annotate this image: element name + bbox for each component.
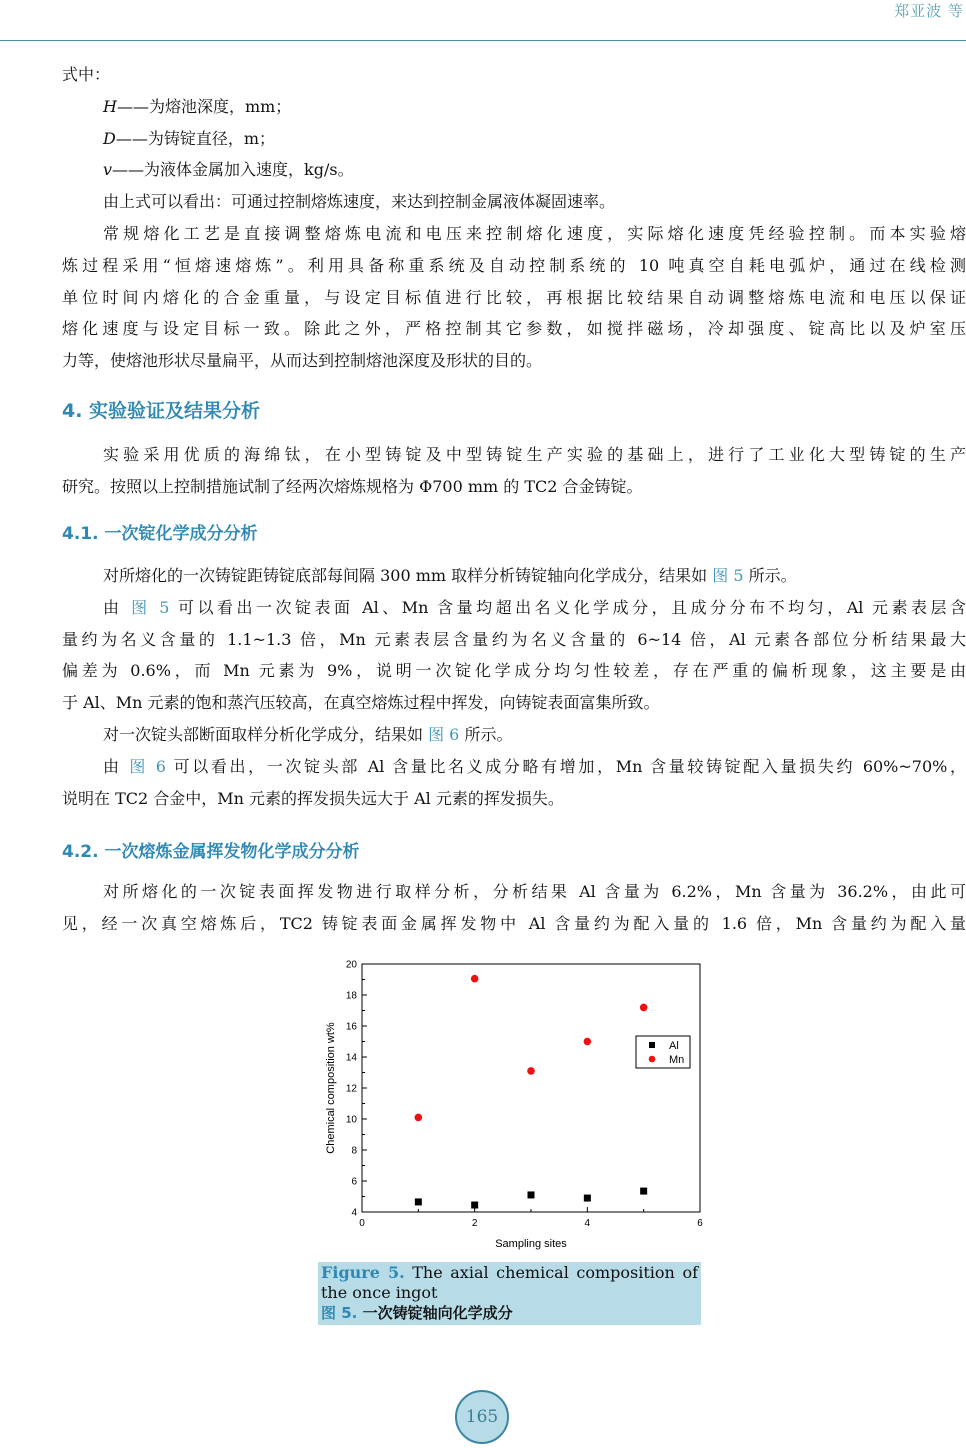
header-rule — [0, 40, 966, 41]
caption-en-label: Figure 5. — [321, 1263, 405, 1282]
text-line — [62, 282, 966, 314]
x-tick-label: 6 — [697, 1218, 703, 1229]
text-segment: 量约为名义含量的 1.1~1.3 倍，Mn 元素表层含量约为名义含量的 6~14 倍，Al 元素各部位分析结果最大 — [62, 629, 966, 649]
text-segment: 对所熔化的一次铸锭距铸锭底部每间隔 300 mm 取样分析铸锭轴向化学成分，结果如 — [103, 566, 713, 585]
y-tick-label: 14 — [345, 1052, 357, 1064]
caption-en-text: The axial chemical composition of the once ingot — [321, 1263, 698, 1302]
text-segment: D — [103, 128, 116, 148]
paragraph-block-section-4-1 — [62, 560, 966, 814]
caption-zh-label: 图 5. — [321, 1304, 358, 1322]
y-tick-label: 4 — [351, 1207, 357, 1219]
paragraph-block-section-4-2 — [62, 876, 966, 940]
x-tick-label: 0 — [359, 1218, 365, 1229]
text-segment: 力等，使熔池形状尽量扁平，从而达到控制熔池深度及形状的目的。 — [62, 351, 543, 371]
text-segment: 所示。 — [743, 566, 797, 585]
text-segment: 见，经一次真空熔炼后，TC2 铸锭表面金属挥发物中 Al 含量约为配入量的 1.6 倍，Mn 含量约为配入量 — [62, 913, 966, 933]
data-point-al — [584, 1195, 591, 1202]
text-line — [62, 91, 966, 123]
data-point-al — [640, 1188, 647, 1195]
text-segment: 由上式可以看出：可通过控制熔炼速度，来达到控制金属液体凝固速率。 — [103, 192, 616, 212]
x-tick-label: 4 — [584, 1218, 591, 1229]
text-segment: 由 — [103, 756, 130, 776]
text-segment: 实验采用优质的海绵钛，在小型铸锭及中型铸锭生产实验的基础上，进行了工业化大型铸锭的生产 — [103, 445, 966, 464]
text-segment: 偏差为 0.6%，而 Mn 元素为 9%，说明一次锭化学成分均匀性较差，存在严重的偏析现象，这主要是由 — [62, 661, 966, 681]
plot-frame — [362, 964, 700, 1212]
text-line — [62, 439, 966, 471]
text-line — [62, 560, 966, 592]
legend-marker-al — [649, 1042, 655, 1048]
text-line — [62, 624, 966, 656]
page-number: 165 — [455, 1390, 509, 1444]
text-segment: 对一次锭头部断面取样分析化学成分，结果如 — [103, 724, 429, 744]
section-heading-4-2: 4.2. 一次熔炼金属挥发物化学成分分析 — [62, 842, 360, 862]
text-line — [62, 592, 966, 624]
text-line — [62, 218, 966, 250]
text-segment: 炼过程采用“恒熔速熔炼”。利用具备称重系统及自动控制系统的 10 吨真空自耗电弧炉，通过在线检测 — [62, 255, 966, 275]
data-point-al — [471, 1202, 478, 1209]
running-header-authors: 郑亚波 等 — [894, 2, 964, 20]
paragraph-block-formula-notes — [62, 59, 966, 377]
legend-label-mn: Mn — [669, 1054, 685, 1066]
text-line — [62, 59, 966, 91]
text-segment: 可以看出一次锭表面 Al、Mn 含量均超出名义化学成分，且成分分布不均匀，Al 元素表层含 — [169, 597, 966, 617]
text-segment: 对所熔化的一次锭表面挥发物进行取样分析，分析结果 Al 含量为 6.2%，Mn 含量为 36.2%，由此可 — [103, 882, 966, 901]
data-point-mn — [415, 1114, 423, 1122]
figure-reference-link[interactable]: 图 6 — [428, 724, 460, 744]
paragraph-block-section-4 — [62, 439, 966, 503]
text-line — [62, 719, 966, 751]
section-heading-4: 4. 实验验证及结果分析 — [62, 400, 261, 422]
text-segment: H — [103, 96, 117, 116]
text-line — [62, 751, 966, 783]
y-axis-label: Chemical composition wt% — [325, 1022, 337, 1154]
legend-marker-mn — [649, 1056, 656, 1063]
text-segment: 式中： — [62, 65, 111, 84]
y-tick-label: 18 — [345, 990, 357, 1002]
data-point-al — [528, 1191, 535, 1198]
text-line — [62, 154, 966, 186]
caption-zh-text: 一次铸锭轴向化学成分 — [357, 1304, 513, 1322]
y-tick-label: 12 — [345, 1083, 357, 1095]
text-line — [62, 250, 966, 282]
text-segment: 常规熔化工艺是直接调整熔炼电流和电压来控制熔化速度，实际熔化速度凭经验控制。而本实验熔 — [103, 223, 966, 243]
text-line — [62, 345, 966, 377]
text-line — [62, 687, 966, 719]
y-tick-label: 20 — [345, 959, 357, 971]
figure-5-scatter-chart — [318, 955, 710, 1255]
legend-label-al: Al — [669, 1040, 679, 1052]
text-line — [62, 655, 966, 687]
y-tick-label: 8 — [351, 1145, 357, 1157]
text-segment: ——为铸锭直径，m； — [115, 128, 276, 148]
text-line — [62, 123, 966, 155]
text-line — [62, 471, 966, 503]
text-segment: 于 Al、Mn 元素的饱和蒸汽压较高，在真空熔炼过程中挥发，向铸锭表面富集所致。 — [62, 693, 660, 713]
text-segment: 熔化速度与设定目标一致。除此之外，严格控制其它参数，如搅拌磁场，冷却强度、锭高比以及炉室压 — [62, 319, 966, 339]
text-segment: ——为熔池深度，mm； — [116, 96, 292, 116]
text-line — [62, 876, 966, 908]
text-line — [62, 908, 966, 940]
figure-reference-link[interactable]: 图 5 — [712, 566, 744, 585]
data-point-mn — [640, 1004, 648, 1012]
x-tick-label: 2 — [471, 1218, 478, 1229]
y-tick-label: 16 — [345, 1021, 357, 1033]
text-segment: v — [103, 160, 113, 180]
text-segment: 由 — [103, 597, 132, 617]
data-point-al — [415, 1198, 422, 1205]
text-segment: 所示。 — [459, 724, 513, 744]
x-axis-label: Sampling sites — [495, 1238, 567, 1250]
figure-reference-link[interactable]: 图 6 — [129, 756, 166, 776]
y-tick-label: 10 — [345, 1114, 357, 1126]
text-segment: 研究。按照以上控制措施试制了经两次熔炼规格为 Φ700 mm 的 TC2 合金铸锭。 — [62, 476, 643, 496]
figure-reference-link[interactable]: 图 5 — [131, 597, 170, 617]
text-segment: 单位时间内熔化的合金重量，与设定目标值进行比较，再根据比较结果自动调整熔炼电流和电压以保证 — [62, 287, 966, 307]
text-line — [62, 783, 966, 815]
text-segment: ——为液体金属加入速度，kg/s。 — [112, 160, 354, 180]
text-segment: 可以看出，一次锭头部 Al 含量比名义成分略有增加，Mn 含量较铸锭配入量损失约 60%~70%， — [165, 756, 966, 776]
y-tick-label: 6 — [351, 1176, 357, 1188]
text-segment: 说明在 TC2 合金中，Mn 元素的挥发损失远大于 Al 元素的挥发损失。 — [62, 788, 564, 808]
data-point-mn — [584, 1038, 592, 1046]
text-line — [62, 186, 966, 218]
figure-5-caption — [318, 1262, 701, 1325]
section-heading-4-1: 4.1. 一次锭化学成分分析 — [62, 524, 258, 544]
data-point-mn — [527, 1067, 535, 1075]
data-point-mn — [471, 975, 479, 983]
text-line — [62, 313, 966, 345]
